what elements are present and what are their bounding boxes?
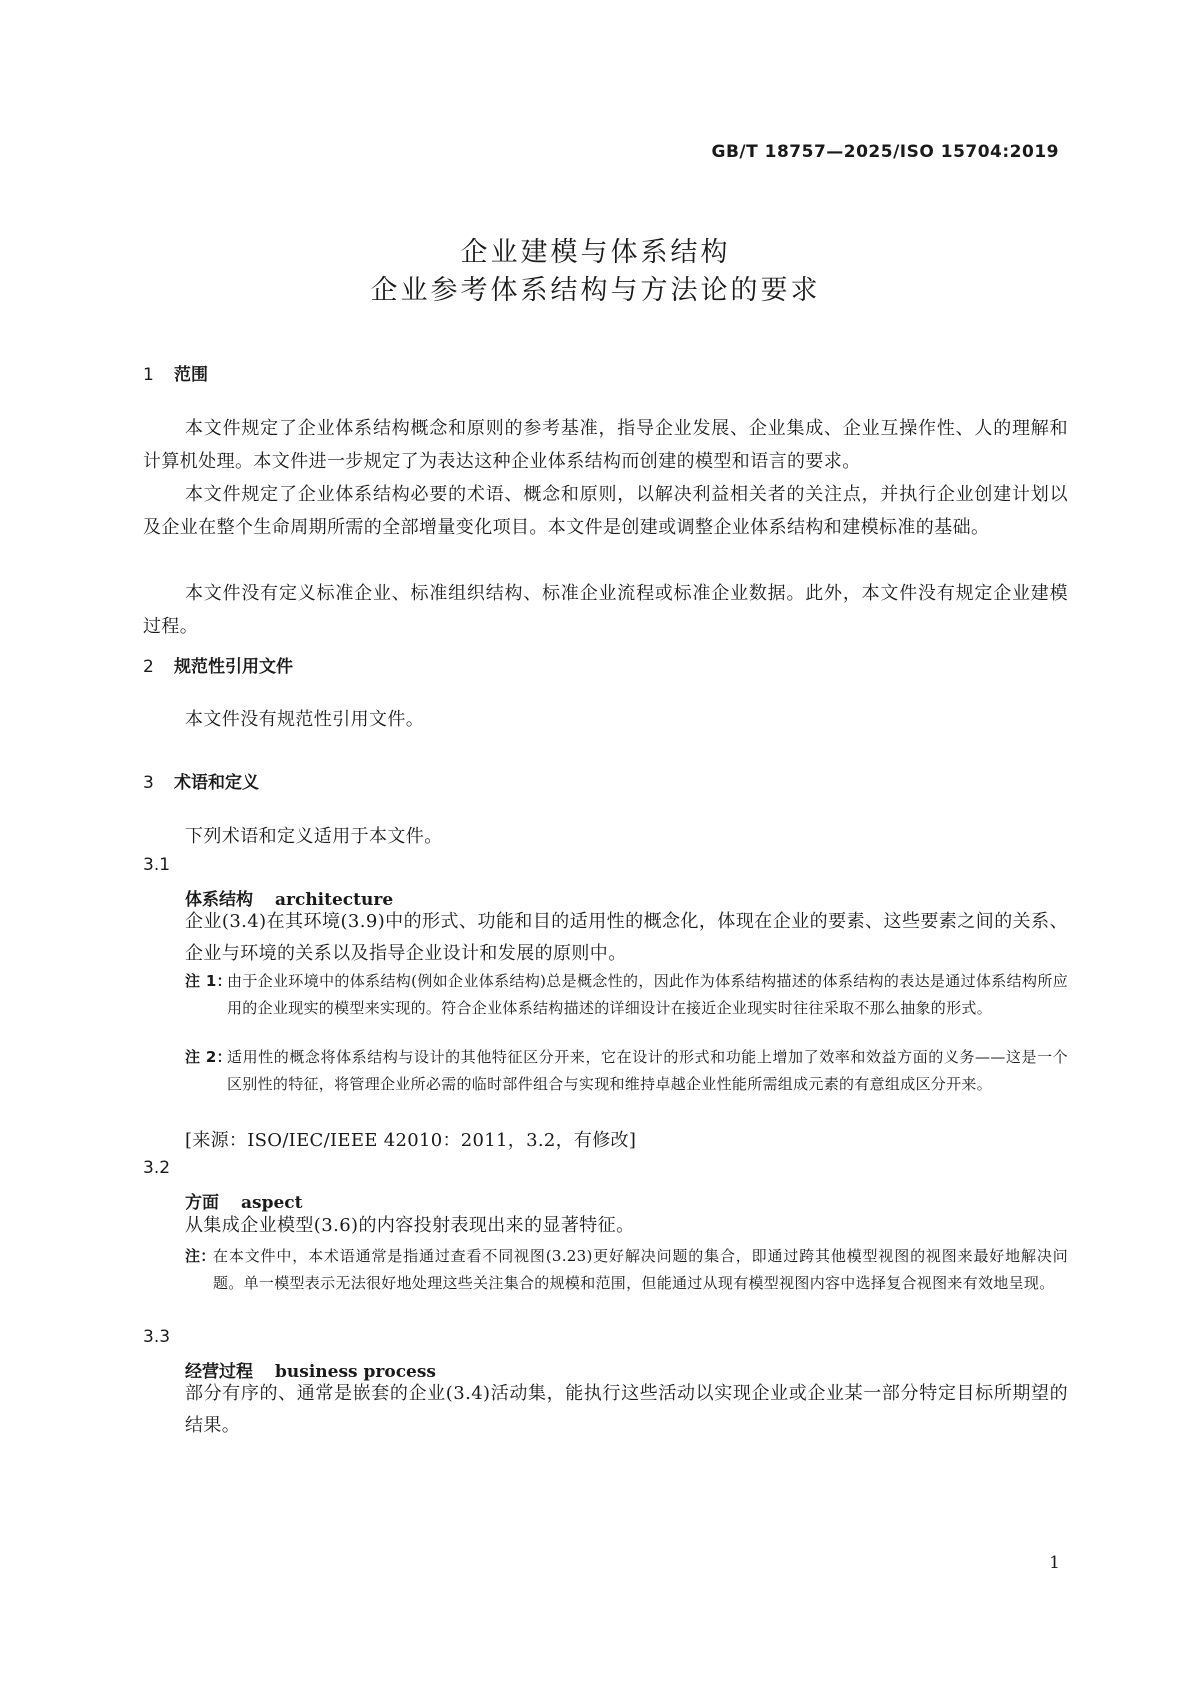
section-number: 2 (143, 657, 154, 677)
term-en: architecture (275, 890, 394, 910)
term-definition: 企业(3.4)在其环境(3.9)中的形式、功能和目的适用性的概念化，体现在企业的要素、这些要素之间的关系、企业与环境的关系以及指导企业设计和发展的原则中。 (185, 911, 1068, 964)
note-text: 适用性的概念将体系结构与设计的其他特征区分开来，它在设计的形式和功能上增加了效率和效益方面的义务——这是一个区别性的特征，将管理企业所必需的临时部件组合与实现和维持卓越企业性能所需组成元素的有意组成区分开来。 (227, 1048, 1068, 1093)
term-en: business process (275, 1362, 437, 1382)
note-label: 注： (185, 1247, 216, 1265)
term-definition: 从集成企业模型(3.6)的内容投射表现出来的显著特征。 (185, 1215, 635, 1236)
note-text: 由于企业环境中的体系结构(例如企业体系结构)总是概念性的，因此作为体系结构描述的体系结构的表达是通过体系结构所应用的企业现实的模型来实现的。符合企业体系结构描述的详细设计在接近企业现实时往往采取不那么抽象的形式。 (227, 972, 1068, 1017)
terms-intro: 下列术语和定义适用于本文件。 (185, 826, 443, 847)
section-number: 1 (143, 365, 154, 385)
section-number: 3 (143, 773, 154, 793)
term-note (185, 968, 1068, 1022)
section-title: 范围 (174, 365, 208, 385)
term-number: 3.2 (143, 1158, 171, 1178)
note-label: 注 1： (185, 972, 232, 990)
term-number: 3.3 (143, 1327, 171, 1347)
scope-paragraph-1: 本文件规定了企业体系结构概念和原则的参考基准，指导企业发展、企业集成、企业互操作性、人的理解和计算机处理。本文件进一步规定了为表达这种企业体系结构而创建的模型和语言的要求。 (143, 418, 1068, 472)
section-heading-normative (143, 652, 293, 677)
doc-title-line2: 企业参考体系结构与方法论的要求 (370, 275, 821, 306)
section-title: 术语和定义 (174, 773, 259, 793)
term-note (185, 1044, 1068, 1098)
note-text: 在本文件中，本术语通常是指通过查看不同视图(3.23)更好解决问题的集合，即通过跨其他模型视图的视图来最好地解决问题。单一模型表示无法很好地处理这些关注集合的规模和范围，但能通过从现有模型视图内容中选择复合视图来有效地呈现。 (213, 1247, 1068, 1292)
term-note (185, 1243, 1068, 1297)
term-en: aspect (241, 1193, 303, 1213)
term-source: [来源：ISO/IEC/IEEE 42010：2011，3.2，有修改] (185, 1130, 637, 1151)
term-zh: 体系结构 (185, 890, 253, 910)
section-heading-terms (143, 768, 259, 793)
term-zh: 经营过程 (185, 1362, 253, 1382)
standard-id: GB/T 18757—2025/ISO 15704:2019 (711, 142, 1059, 162)
scope-paragraph-2: 本文件规定了企业体系结构必要的术语、概念和原则，以解决利益相关者的关注点，并执行企业创建计划以及企业在整个生命周期所需的全部增量变化项目。本文件是创建或调整企业体系结构和建模标准的基础。 (143, 484, 1068, 538)
section-title: 规范性引用文件 (174, 657, 293, 677)
term-definition: 部分有序的、通常是嵌套的企业(3.4)活动集，能执行这些活动以实现企业或企业某一部分特定目标所期望的结果。 (185, 1383, 1068, 1436)
page-number: 1 (1049, 1553, 1060, 1573)
note-label: 注 2： (185, 1048, 232, 1066)
term-number: 3.1 (143, 855, 171, 875)
section-heading-scope (143, 360, 208, 385)
normative-text: 本文件没有规范性引用文件。 (185, 709, 425, 730)
term-zh: 方面 (185, 1193, 219, 1213)
doc-title-line1: 企业建模与体系结构 (460, 237, 731, 268)
scope-paragraph-3: 本文件没有定义标准企业、标准组织结构、标准企业流程或标准企业数据。此外，本文件没有规定企业建模过程。 (143, 583, 1068, 637)
